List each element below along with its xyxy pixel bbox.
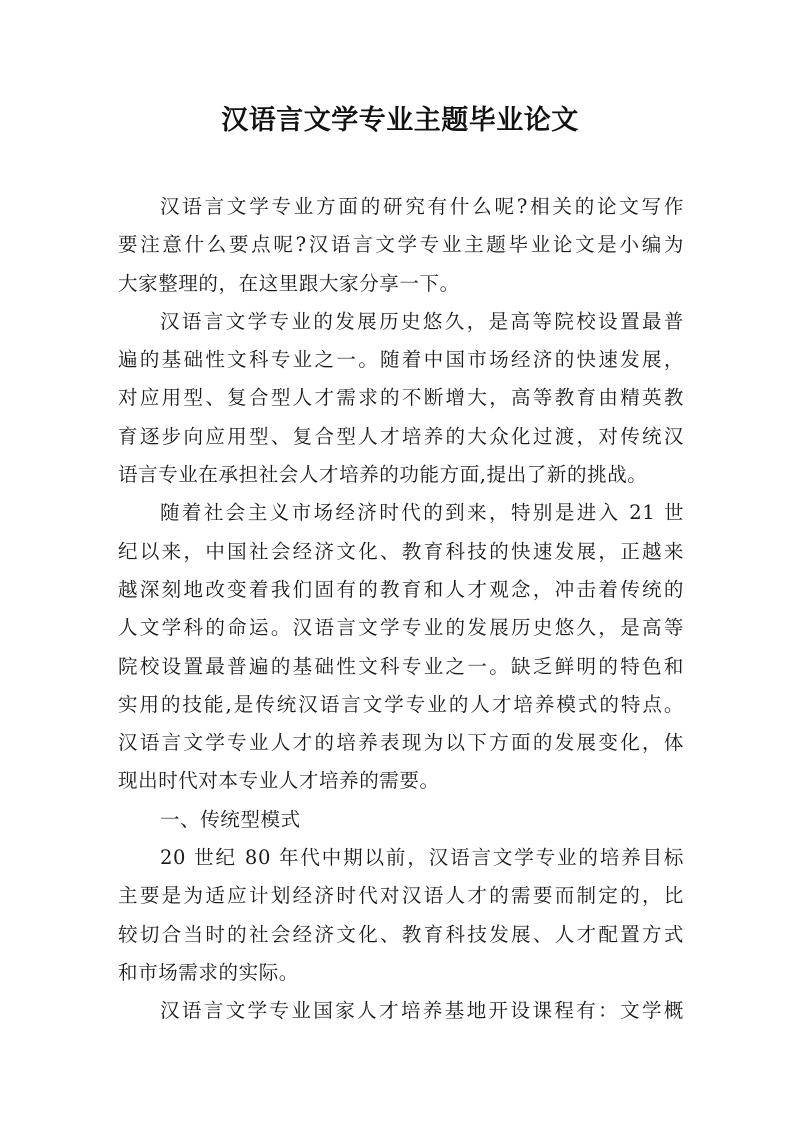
text-line: 遍的基础性文科专业之一。随着中国市场经济的快速发展， [118, 348, 684, 372]
text-line: 对应用型、复合型人才需求的不断增大，高等教育由精英教 [118, 386, 684, 410]
text-line: 随着社会主义市场经济时代的到来，特别是进入 21 世 [160, 501, 684, 525]
text-line: 现出时代对本专业人才培养的需要。 [118, 769, 440, 793]
text-line: 汉语言文学专业方面的研究有什么呢?相关的论文写作 [160, 195, 684, 218]
text-line: 和市场需求的实际。 [118, 960, 299, 984]
document-body [118, 188, 684, 1031]
text-line: 一、传统型模式 [160, 807, 301, 831]
text-line: 纪以来，中国社会经济文化、教育科技的快速发展，正越来 [118, 539, 684, 563]
text-line: 主要是为适应计划经济时代对汉语人才的需要而制定的，比 [118, 884, 684, 908]
text-line: 汉语言文学专业国家人才培养基地开设课程有：文学概 [160, 999, 684, 1023]
text-line: 育逐步向应用型、复合型人才培养的大众化过渡，对传统汉 [118, 424, 684, 448]
text-line: 较切合当时的社会经济文化、教育科技发展、人才配置方式 [118, 922, 684, 946]
text-line: 大家整理的，在这里跟大家分享一下。 [118, 271, 460, 295]
document-title: 汉语言文学专业主题毕业论文 [221, 105, 579, 136]
text-line: 语言专业在承担社会人才培养的功能方面,提出了新的挑战。 [118, 463, 648, 487]
text-line: 越深刻地改变着我们固有的教育和人才观念，冲击着传统的 [118, 577, 684, 601]
text-line: 汉语言文学专业人才的培养表现为以下方面的发展变化，体 [118, 731, 684, 755]
text-line: 院校设置最普遍的基础性文科专业之一。缺乏鲜明的特色和 [118, 654, 684, 678]
text-line: 汉语言文学专业的发展历史悠久，是高等院校设置最普 [160, 309, 684, 333]
text-line: 20 世纪 80 年代中期以前，汉语言文学专业的培养目标 [160, 846, 684, 870]
text-line: 要注意什么要点呢?汉语言文学专业主题毕业论文是小编为 [118, 233, 684, 257]
text-line: 实用的技能,是传统汉语言文学专业的人才培养模式的特点。 [118, 692, 684, 716]
text-line: 人文学科的命运。汉语言文学专业的发展历史悠久，是高等 [118, 616, 684, 640]
